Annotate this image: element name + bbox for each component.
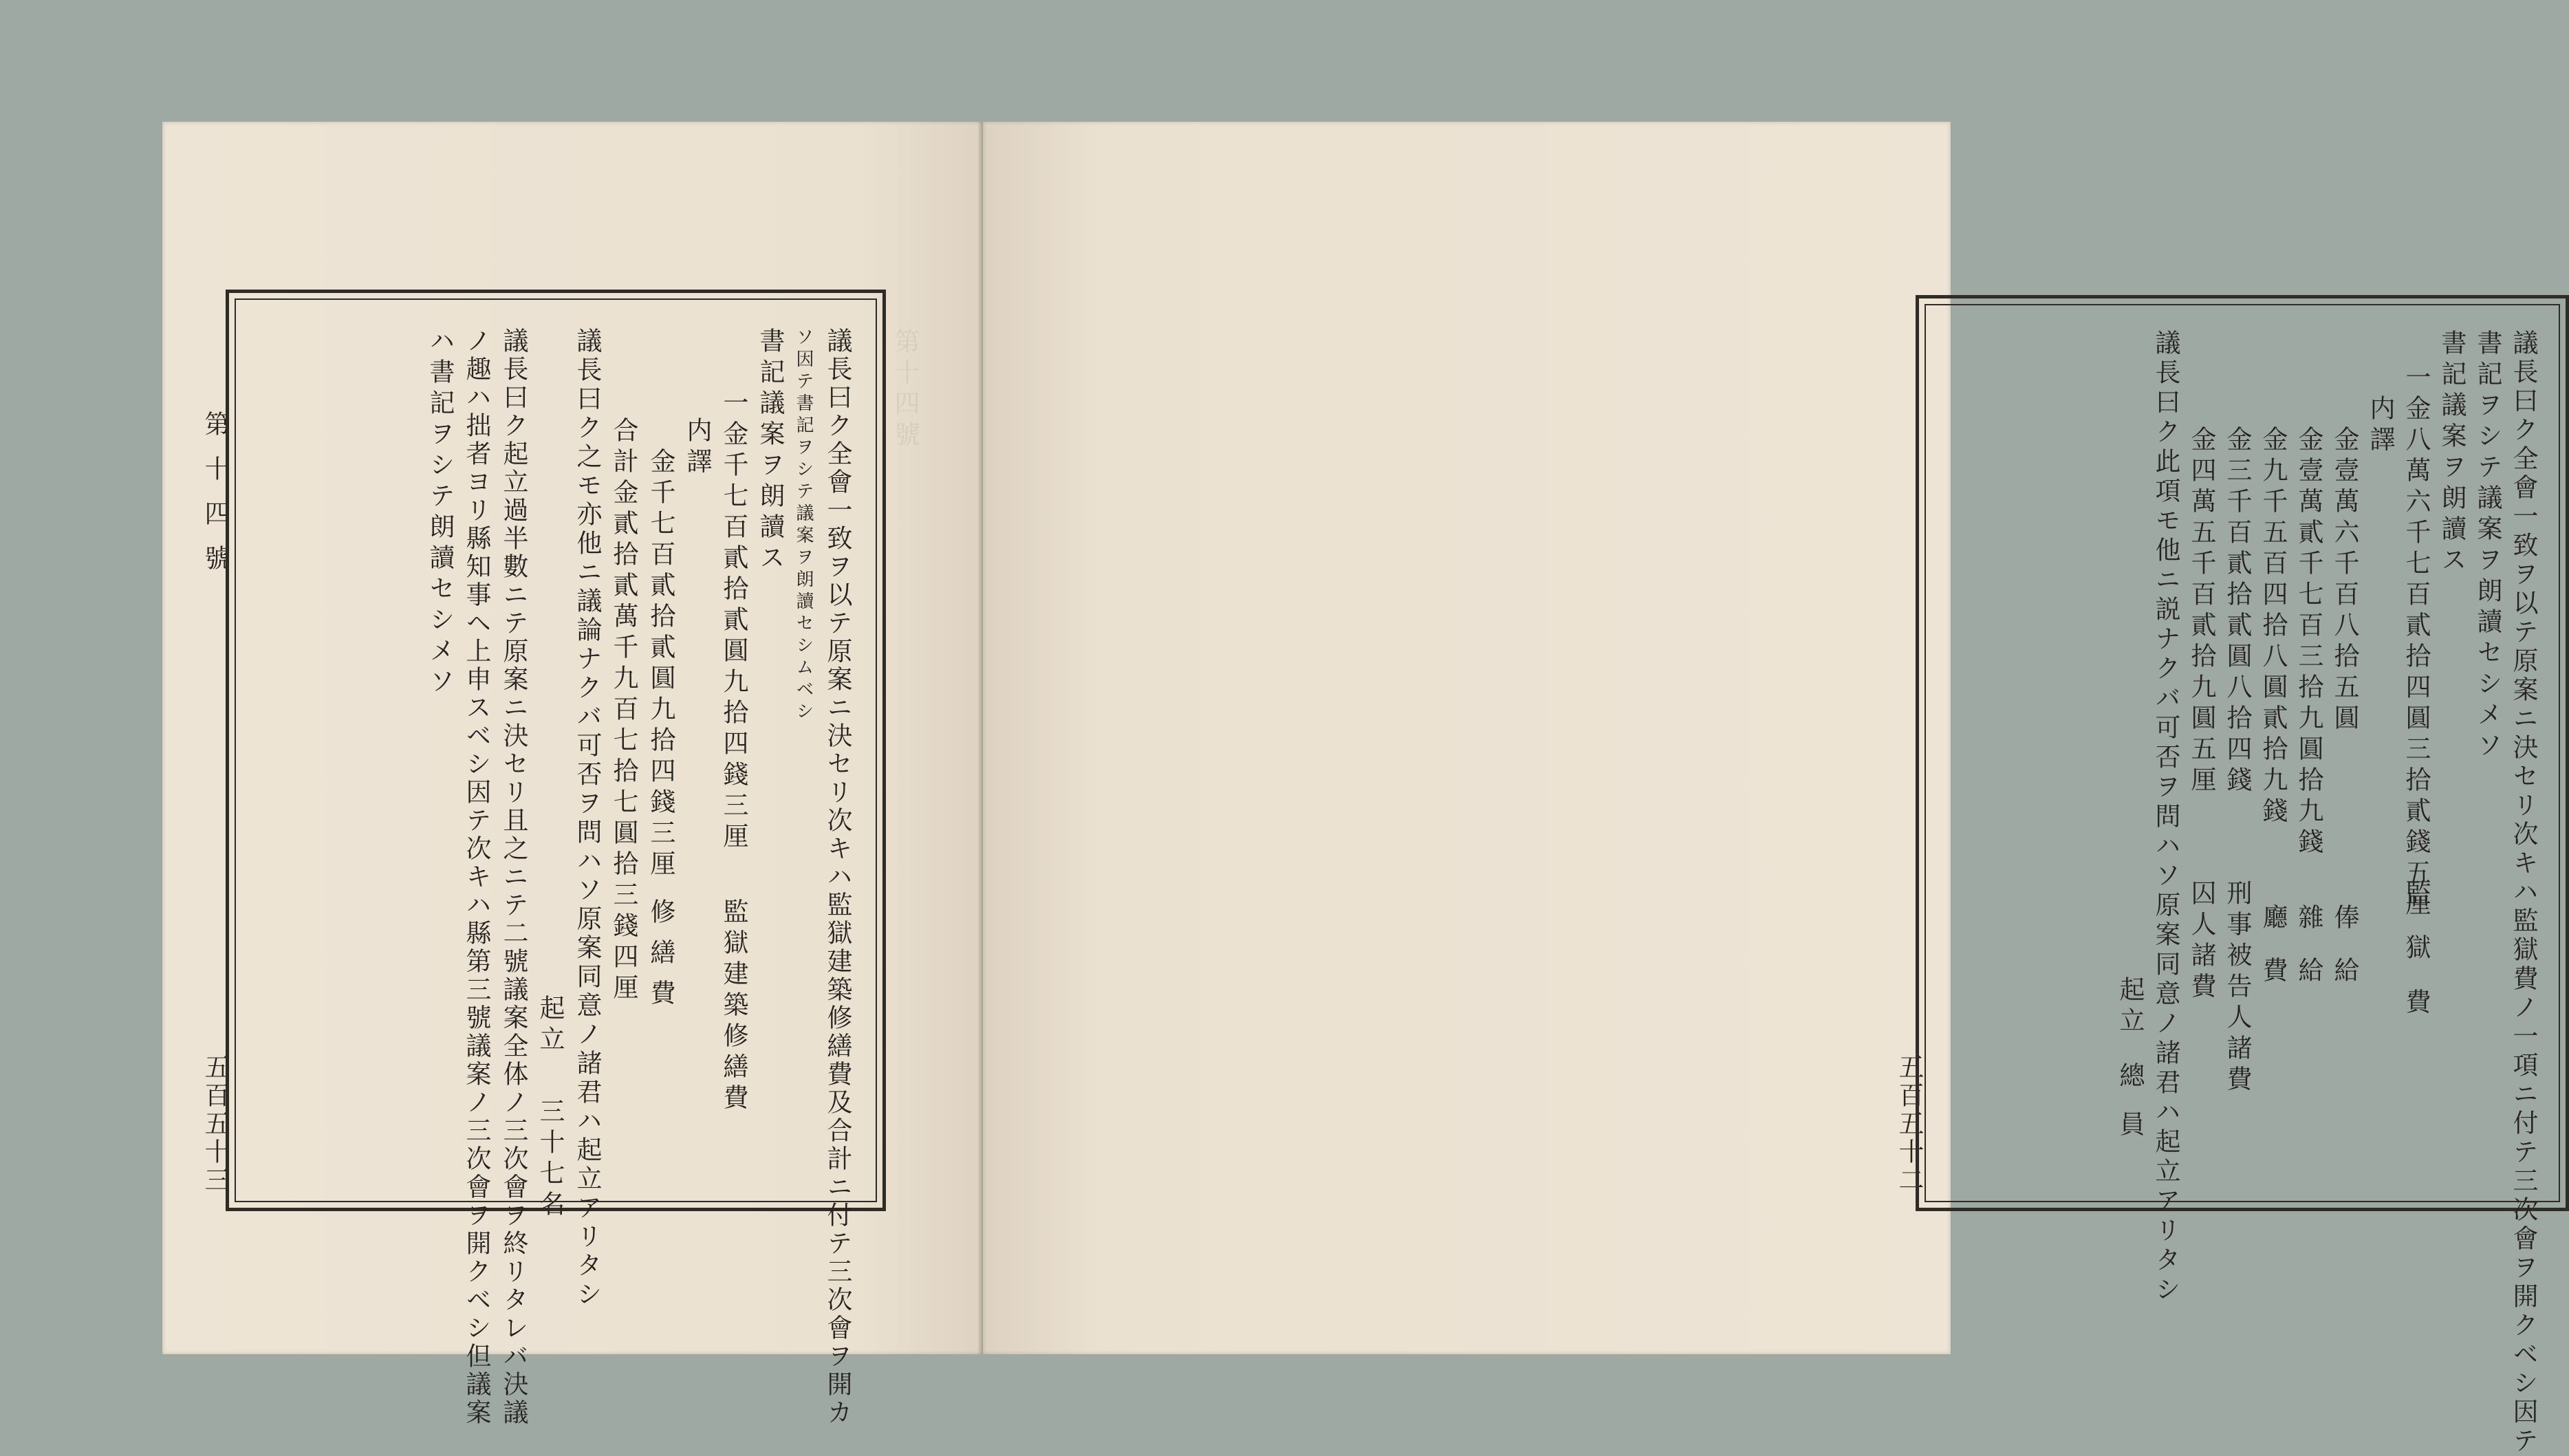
text-line: 金千七百貳拾貳圓九拾四錢三厘 xyxy=(646,448,675,881)
text-line: 雜給 xyxy=(2294,904,2323,1010)
text-line: ソ因テ書記ヲシテ議案ヲ朗讀セシムベシ xyxy=(793,327,814,724)
text-line: 監獄建築修繕費 xyxy=(719,898,748,1115)
text-line: 起立 xyxy=(535,995,565,1056)
text-line: 議長曰ク起立過半數ニテ原案ニ決セリ且之ニテ二號議案全体ノ三次會ヲ終リタレバ決議 xyxy=(499,327,528,1427)
page-number: 五百五十二 xyxy=(1894,1054,1924,1195)
text-line: 金九千五百四拾八圓貳拾九錢 xyxy=(2258,426,2288,828)
text-line: 金壹萬貳千七百三拾九圓拾九錢 xyxy=(2294,426,2323,859)
text-line: 内譯 xyxy=(682,417,712,479)
text-line: 内譯 xyxy=(2365,395,2395,457)
text-line: 一金千七百貳拾貳圓九拾四錢三厘 xyxy=(719,389,748,854)
text-line: 合計金貳拾貳萬千九百七拾七圓拾三錢四厘 xyxy=(609,417,638,1005)
text-line: 金四萬五千百貳拾九圓五厘 xyxy=(2187,426,2216,797)
text-line: 議長曰ク此項モ他ニ説ナクバ可否ヲ問ハソ原案同意ノ諸君ハ起立アリタシ xyxy=(2151,329,2180,1305)
text-line: ノ趣ハ拙者ヨリ縣知事ヘ上申スベシ因テ次キハ縣第三號議案ノ三次會ヲ開クベシ但議案 xyxy=(462,327,491,1427)
text-line: 金三千百貳拾貳圓八拾四錢 xyxy=(2222,426,2252,797)
text-line: ハ書記ヲシテ朗讀セシメソ xyxy=(425,327,455,699)
issue-header: 第十四號 xyxy=(200,411,230,589)
text-frame xyxy=(1916,295,2569,1456)
text-line: 總員 xyxy=(2115,1062,2145,1160)
right-page xyxy=(983,122,2538,1456)
open-book xyxy=(162,122,2538,1456)
text-line: 書記議案ヲ朗讀ス xyxy=(755,327,785,575)
text-line: 議長曰ク全會一致ヲ以テ原案ニ決セリ次キハ監獄費ノ一項ニ付テ三次會ヲ開クベシ因テ xyxy=(2508,329,2538,1456)
text-line: 書記議案ヲ朗讀ス xyxy=(2437,329,2467,577)
text-line: 三十七名 xyxy=(535,1098,565,1221)
text-line: 囚人諸費 xyxy=(2187,880,2216,1003)
text-line: 一金八萬六千七百貳拾四圓三拾貳錢五厘 xyxy=(2401,364,2431,921)
left-page: 第十四號 第十四號 五百五十三 議長曰ク全會一致ヲ以テ原案ニ決セリ次キハ監獄建築修繕費及合計ニ付テ三次會ヲ開カ ソ因テ書記ヲシテ議案ヲ朗讀セシムベシ 書記議案ヲ朗讀ス 一金千七百貳拾貳圓九拾四錢三厘 監獄建築修繕費 内譯 金千七百貳拾貳圓九拾四錢三厘 修繕費 合計金貳拾貳萬千九百七拾七圓拾三錢四厘 議長曰ク之モ亦他ニ議論ナクバ可否ヲ問ハソ原案同意ノ諸君ハ起立アリタシ 起立 三十七名 議長曰ク起立過半數ニテ原案ニ決セリ且之ニテ二號議案全体ノ三次會ヲ終リタレバ決議 ノ趣ハ拙者ヨリ縣知事ヘ上申スベシ因テ次キハ縣第三號議案ノ三次會ヲ開クベシ但議案 ハ書記ヲシテ朗讀セシメソ xyxy=(162,122,983,1354)
text-line: 書記ヲシテ議案ヲ朗讀セシメソ xyxy=(2473,329,2502,763)
text-line: 修繕費 xyxy=(646,898,675,1020)
text-line: 廳費 xyxy=(2258,904,2288,1010)
text-line: 刑事被告人諸費 xyxy=(2222,880,2252,1096)
text-line: 議長曰ク之モ亦他ニ議論ナクバ可否ヲ問ハソ原案同意ノ諸君ハ起立アリタシ xyxy=(572,327,602,1310)
text-line: 金壹萬六千百八拾五圓 xyxy=(2330,426,2359,735)
text-frame xyxy=(226,290,886,1427)
page-number: 五百五十三 xyxy=(200,1054,230,1195)
text-line: 俸給 xyxy=(2330,904,2359,1010)
text-line: 監獄費 xyxy=(2401,880,2431,1043)
text-line: 議長曰ク全會一致ヲ以テ原案ニ決セリ次キハ監獄建築修繕費及合計ニ付テ三次會ヲ開カ xyxy=(823,327,852,1427)
text-line: 起立 xyxy=(2115,976,2145,1038)
